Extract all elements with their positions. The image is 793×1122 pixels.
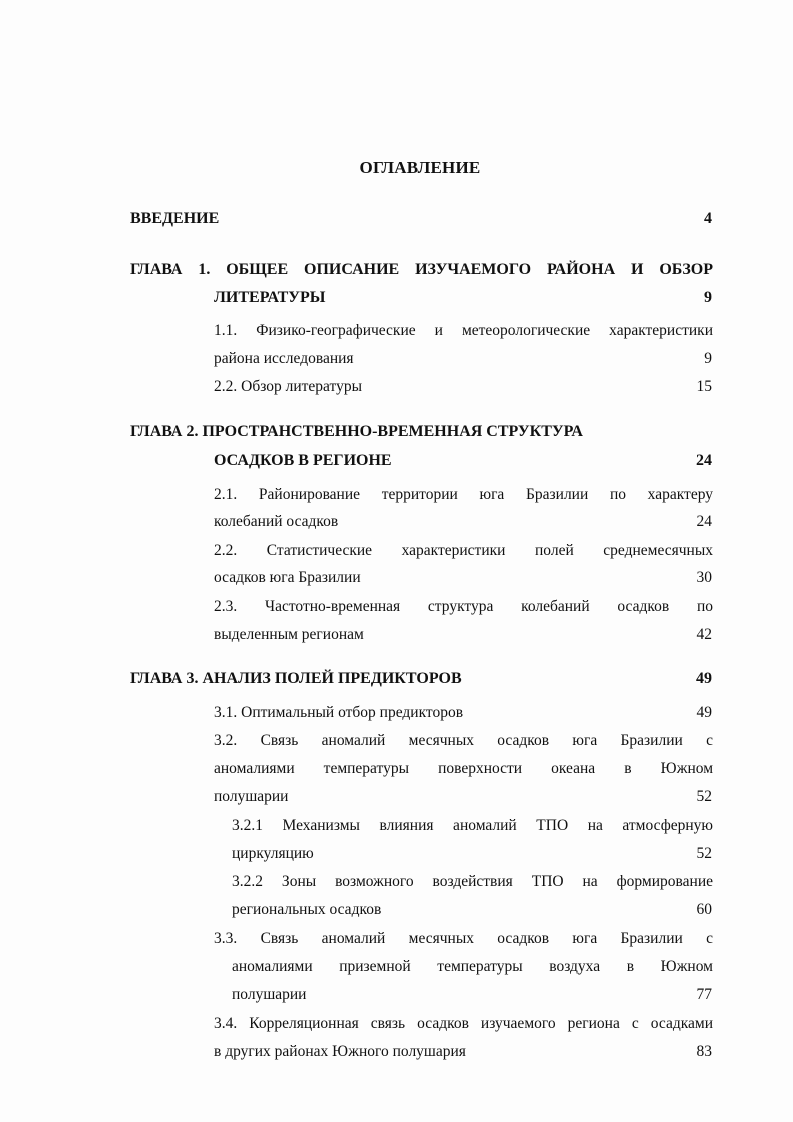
- toc-section-1-1-line2: района исследования: [214, 350, 354, 367]
- toc-section-3-2-1-line2: циркуляцию: [232, 845, 314, 862]
- toc-section-3-2-2-line1: 3.2.2 Зоны возможного воздействия ТПО на формирование: [232, 873, 713, 890]
- toc-chapter1-page: 9: [704, 289, 712, 306]
- toc-section-2-1-line2: колебаний осадков: [214, 513, 339, 530]
- toc-section-3-2-page: 52: [696, 788, 712, 805]
- toc-section-3-2-line3: полушарии: [214, 788, 289, 805]
- toc-section-3-2-1-page: 52: [696, 845, 712, 862]
- page-title: ОГЛАВЛЕНИЕ: [359, 158, 481, 177]
- toc-section-1-1-page: 9: [704, 350, 712, 367]
- toc-chapter2-line1: ГЛАВА 2. ПРОСТРАНСТВЕННО-ВРЕМЕННАЯ СТРУКТУРА: [130, 423, 583, 440]
- toc-section-3-1: 3.1. Оптимальный отбор предикторов: [214, 704, 464, 721]
- toc-section-3-2-2-line2: региональных осадков: [232, 901, 382, 918]
- toc-chapter3-label: ГЛАВА 3. АНАЛИЗ ПОЛЕЙ ПРЕДИКТОРОВ: [130, 670, 462, 687]
- toc-section-3-2-line1: 3.2. Связь аномалий месячных осадков юга Бразилии с: [214, 732, 713, 749]
- toc-section-3-2-line2: аномалиями температуры поверхности океана в Южном: [214, 760, 713, 777]
- toc-section-3-3-line1: 3.3. Связь аномалий месячных осадков юга Бразилии с: [214, 930, 713, 947]
- toc-section-2-2-review-page: 15: [696, 378, 712, 395]
- toc-section-3-2-2-page: 60: [696, 901, 712, 918]
- toc-intro-page: 4: [704, 210, 712, 227]
- toc-section-3-3-page: 77: [696, 986, 712, 1003]
- toc-section-2-2-line1: 2.2. Статистические характеристики полей среднемесячных: [214, 542, 713, 559]
- toc-section-2-1-page: 24: [696, 513, 712, 530]
- toc-section-3-1-page: 49: [696, 704, 712, 721]
- toc-chapter1-line1: ГЛАВА 1. ОБЩЕЕ ОПИСАНИЕ ИЗУЧАЕМОГО РАЙОНА И ОБЗОР: [130, 261, 713, 278]
- toc-section-3-2-1-line1: 3.2.1 Механизмы влияния аномалий ТПО на атмосферную: [232, 817, 713, 834]
- toc-section-2-2-page: 30: [696, 569, 712, 586]
- toc-intro-label: ВВЕДЕНИЕ: [130, 210, 220, 227]
- toc-section-2-3-page: 42: [696, 626, 712, 643]
- toc-section-2-3-line1: 2.3. Частотно-временная структура колебаний осадков по: [214, 598, 713, 615]
- toc-chapter1-line2: ЛИТЕРАТУРЫ: [214, 289, 326, 306]
- toc-section-3-3-line2: аномалиями приземной температуры воздуха в Южном: [232, 958, 713, 975]
- toc-section-3-3-line3: полушарии: [232, 986, 307, 1003]
- toc-section-3-4-page: 83: [696, 1043, 712, 1060]
- toc-section-2-2-line2: осадков юга Бразилии: [214, 569, 361, 586]
- toc-section-2-3-line2: выделенным регионам: [214, 626, 364, 643]
- toc-section-3-4-line1: 3.4. Корреляционная связь осадков изучаемого региона с осадками: [214, 1015, 713, 1032]
- toc-section-2-2-review: 2.2. Обзор литературы: [214, 378, 363, 395]
- toc-chapter3-page: 49: [696, 670, 712, 687]
- toc-section-2-1-line1: 2.1. Районирование территории юга Бразилии по характеру: [214, 486, 713, 503]
- toc-chapter2-page: 24: [696, 452, 712, 469]
- toc-section-1-1-line1: 1.1. Физико-географические и метеорологические характеристики: [214, 322, 713, 339]
- toc-chapter2-line2: ОСАДКОВ В РЕГИОНЕ: [214, 452, 392, 469]
- toc-section-3-4-line2: в других районах Южного полушария: [214, 1043, 466, 1060]
